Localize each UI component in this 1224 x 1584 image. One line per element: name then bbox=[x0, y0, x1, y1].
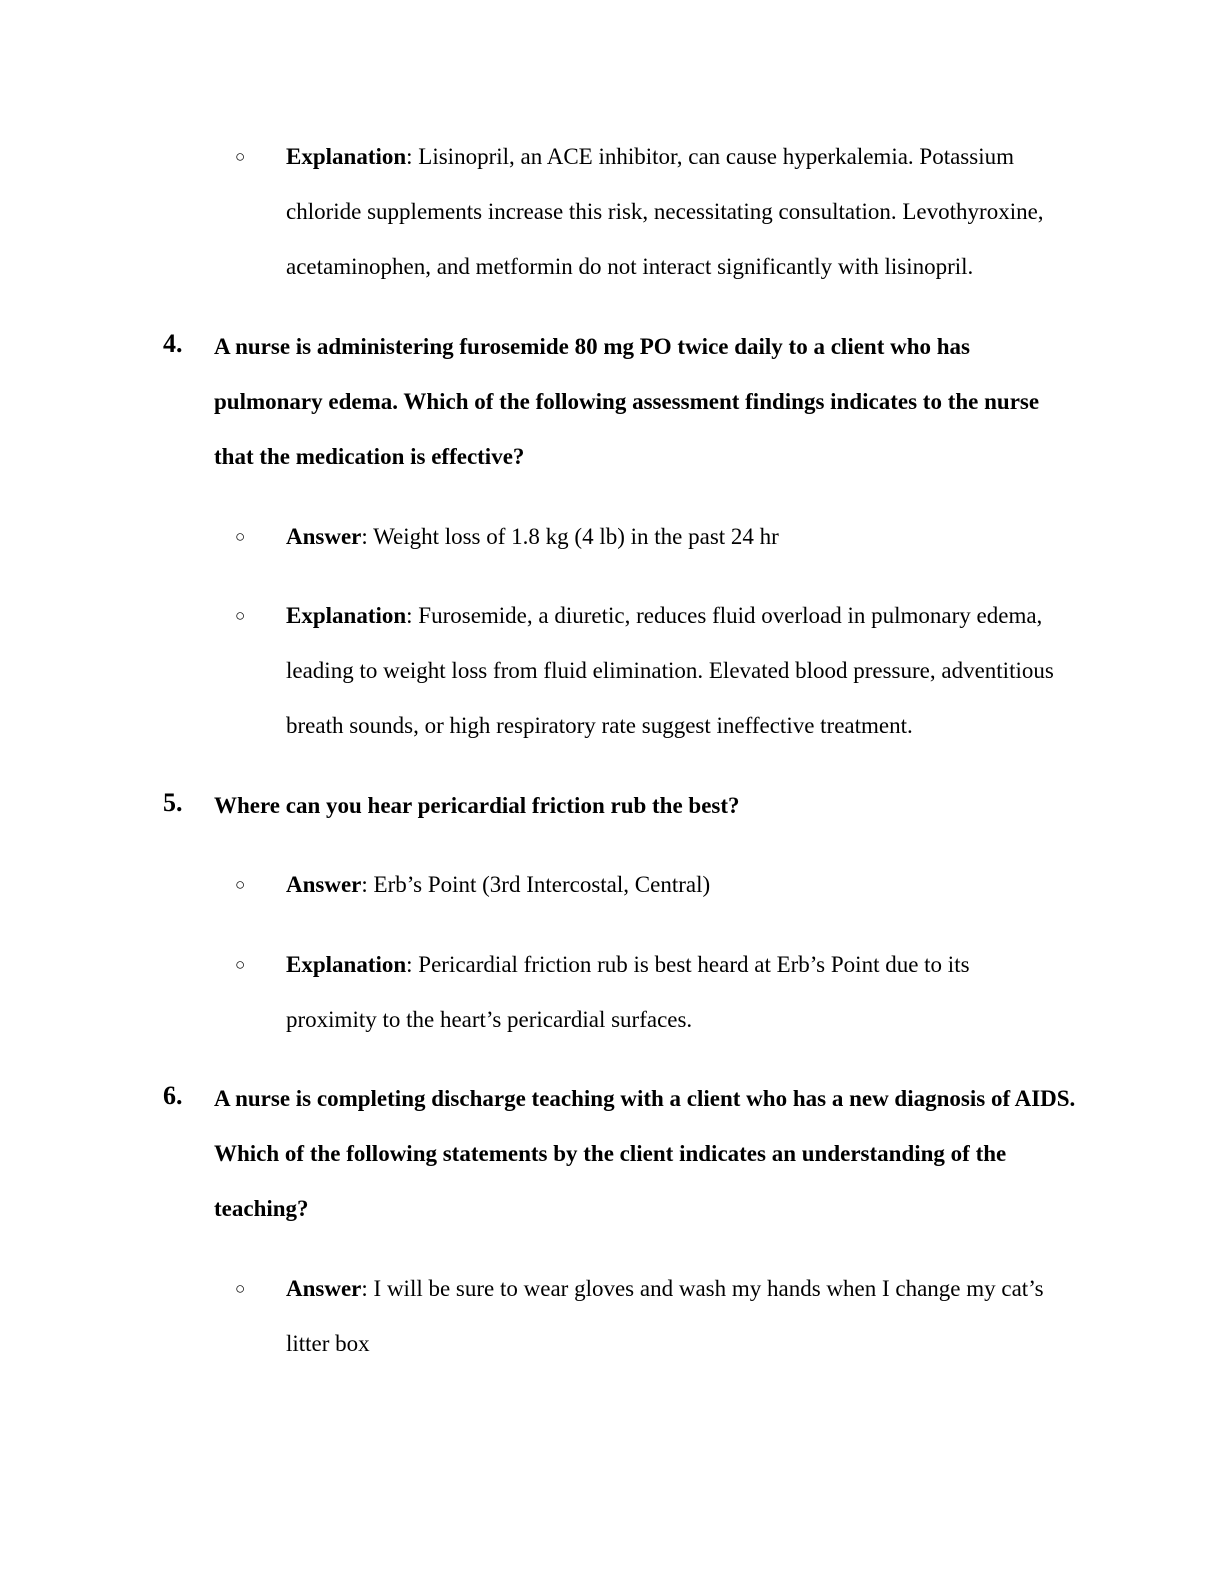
bullet-icon: ○ bbox=[235, 1279, 246, 1298]
answer-text: Weight loss of 1.8 kg (4 lb) in the past 24 hr bbox=[367, 524, 779, 549]
label-separator: : bbox=[406, 144, 413, 169]
question-number-5: 5. bbox=[163, 788, 183, 817]
answer-text: Erb’s Point (3rd Intercostal, Central) bbox=[367, 872, 711, 897]
explanation-text: Pericardial friction rub is best heard at Erb’s Point due to its proximity to the heart’s pericardial surfaces. bbox=[286, 952, 970, 1032]
question-number-4: 4. bbox=[163, 329, 183, 358]
explanation-label: Explanation bbox=[286, 603, 407, 628]
q6-answer bbox=[286, 1261, 1086, 1371]
question-4-text: A nurse is administering furosemide 80 mg PO twice daily to a client who has pulmonary edema. Which of the following assessment findings indicates to the nurse that the medication is effective? bbox=[214, 334, 1040, 469]
answer-label: Answer bbox=[286, 524, 362, 549]
bullet-icon: ○ bbox=[235, 147, 246, 166]
label-separator: : bbox=[406, 603, 413, 628]
q4-answer bbox=[286, 509, 1086, 564]
q5-explanation bbox=[286, 937, 1006, 1047]
bullet-icon: ○ bbox=[235, 527, 246, 546]
question-number-6: 6. bbox=[163, 1081, 183, 1110]
q3-explanation bbox=[286, 129, 1086, 294]
q4-explanation bbox=[286, 588, 1086, 753]
explanation-label: Explanation bbox=[286, 952, 407, 977]
answer-text: I will be sure to wear gloves and wash my hands when I change my cat’s litter box bbox=[286, 1276, 1044, 1356]
bullet-icon: ○ bbox=[235, 875, 246, 894]
q5-answer bbox=[286, 857, 1086, 912]
bullet-icon: ○ bbox=[235, 955, 246, 974]
label-separator: : bbox=[406, 952, 413, 977]
label-separator: : bbox=[361, 524, 368, 549]
answer-label: Answer bbox=[286, 872, 362, 897]
label-separator: : bbox=[361, 1276, 368, 1301]
question-5-text: Where can you hear pericardial friction rub the best? bbox=[214, 793, 740, 818]
explanation-text: Lisinopril, an ACE inhibitor, can cause hyperkalemia. Potassium chloride supplements increase this risk, necessitating consultation. Levothyroxine, acetaminophen, and metformin do not interact significantly with lisinopril. bbox=[286, 144, 1044, 279]
explanation-label: Explanation bbox=[286, 144, 407, 169]
answer-label: Answer bbox=[286, 1276, 362, 1301]
question-6-text: A nurse is completing discharge teaching with a client who has a new diagnosis of AIDS. Which of the following statements by the client indicates an understanding of the teaching? bbox=[214, 1086, 1076, 1221]
label-separator: : bbox=[361, 872, 368, 897]
explanation-text: Furosemide, a diuretic, reduces fluid overload in pulmonary edema, leading to weight loss from fluid elimination. Elevated blood pressure, adventitious breath sounds, or high respiratory rate suggest ineffective treatment. bbox=[286, 603, 1054, 738]
bullet-icon: ○ bbox=[235, 606, 246, 625]
